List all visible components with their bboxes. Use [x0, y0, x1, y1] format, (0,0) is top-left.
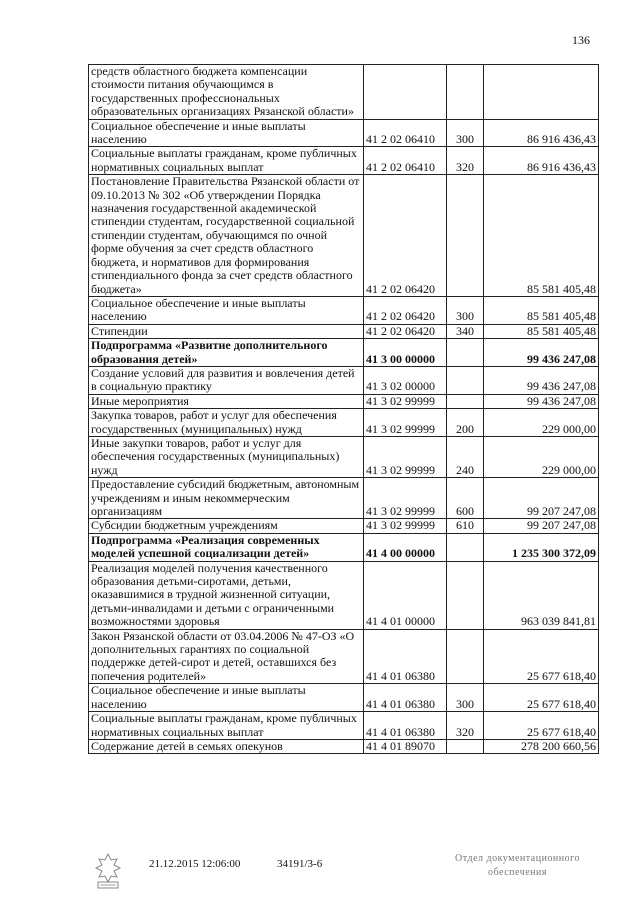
row-code-cell: 41 3 02 99999	[364, 478, 447, 519]
row-code-cell: 41 4 01 06380	[364, 684, 447, 712]
row-code-cell: 41 4 01 06380	[364, 629, 447, 684]
row-type-cell: 300	[447, 119, 484, 147]
row-name-cell: Создание условий для развития и вовлечения детей в социальную практику	[89, 366, 364, 394]
row-sum-cell: 86 916 436,43	[484, 119, 599, 147]
row-name-cell: Иные мероприятия	[89, 394, 364, 408]
row-code-cell: 41 4 01 89070	[364, 739, 447, 753]
row-type-cell: 320	[447, 712, 484, 740]
row-sum-cell: 99 207 247,08	[484, 519, 599, 533]
row-sum-cell: 229 000,00	[484, 436, 599, 477]
row-name-cell: Стипендии	[89, 324, 364, 338]
row-code-cell: 41 2 02 06420	[364, 296, 447, 324]
table-row	[89, 629, 599, 684]
table-row	[89, 366, 599, 394]
row-name-cell: Закон Рязанской области от 03.04.2006 № 47-ОЗ «О дополнительных гарантиях по социальной поддержке детей-сирот и детей, оставшихся без попечения родителей»	[89, 629, 364, 684]
row-name-cell: Социальные выплаты гражданам, кроме публичных нормативных социальных выплат	[89, 147, 364, 175]
row-type-cell	[447, 339, 484, 367]
row-code-cell: 41 3 02 99999	[364, 519, 447, 533]
row-type-cell	[447, 366, 484, 394]
row-name-cell: Постановление Правительства Рязанской области от 09.10.2013 № 302 «Об утверждении Порядка назначения государственной академической стипендии студентам, государственной социальной стипендии студентам, обучающимся по очной форме обучения за счет средств областного бюджета, и нормативов для формирования стипендиального фонда за счет средств областного бюджета»	[89, 175, 364, 297]
table-row	[89, 119, 599, 147]
row-name-cell: Социальные выплаты гражданам, кроме публичных нормативных социальных выплат	[89, 712, 364, 740]
row-code-cell: 41 3 02 99999	[364, 394, 447, 408]
row-code-cell: 41 4 01 00000	[364, 561, 447, 629]
row-code-cell: 41 4 01 06380	[364, 712, 447, 740]
row-type-cell: 610	[447, 519, 484, 533]
row-sum-cell: 86 916 436,43	[484, 147, 599, 175]
row-type-cell	[447, 561, 484, 629]
row-type-cell: 300	[447, 684, 484, 712]
row-name-cell: Реализация моделей получения качественного образования детьми-сиротами, детьми, оказавшимися в трудной жизненной ситуации, детьми-инвалидами и детьми с ограниченными возможностями здоровья	[89, 561, 364, 629]
table-row	[89, 436, 599, 477]
row-code-cell: 41 3 02 99999	[364, 436, 447, 477]
row-sum-cell: 99 436 247,08	[484, 339, 599, 367]
row-code-cell: 41 2 02 06410	[364, 147, 447, 175]
row-name-cell: Содержание детей в семьях опекунов	[89, 739, 364, 753]
row-sum-cell: 85 581 405,48	[484, 296, 599, 324]
row-type-cell	[447, 175, 484, 297]
budget-table	[88, 64, 599, 754]
registry-stamp	[445, 852, 590, 880]
row-sum-cell: 963 039 841,81	[484, 561, 599, 629]
table-row	[89, 394, 599, 408]
row-name-cell: Закупка товаров, работ и услуг для обеспечения государственных (муниципальных) нужд	[89, 409, 364, 437]
table-row	[89, 561, 599, 629]
table-row	[89, 712, 599, 740]
row-sum-cell: 278 200 660,56	[484, 739, 599, 753]
row-name-cell: Предоставление субсидий бюджетным, автономным учреждениям и иным некоммерческим организациям	[89, 478, 364, 519]
table-row	[89, 739, 599, 753]
stamp-line-2: обеспечения	[488, 867, 547, 878]
table-row	[89, 478, 599, 519]
row-sum-cell: 25 677 618,40	[484, 684, 599, 712]
row-sum-cell: 99 207 247,08	[484, 478, 599, 519]
row-code-cell: 41 2 02 06410	[364, 119, 447, 147]
row-name-cell: Субсидии бюджетным учреждениям	[89, 519, 364, 533]
row-type-cell	[447, 65, 484, 120]
budget-table-body	[89, 65, 599, 754]
row-code-cell: 41 3 02 99999	[364, 409, 447, 437]
row-sum-cell: 99 436 247,08	[484, 366, 599, 394]
row-name-cell: Социальное обеспечение и иные выплаты населению	[89, 296, 364, 324]
row-type-cell: 240	[447, 436, 484, 477]
row-type-cell: 320	[447, 147, 484, 175]
row-code-cell: 41 2 02 06420	[364, 175, 447, 297]
stamp-line-1: Отдел документационного	[455, 853, 580, 864]
footer-doc-number: 34191/3-6	[277, 858, 323, 870]
row-sum-cell: 229 000,00	[484, 409, 599, 437]
row-type-cell: 200	[447, 409, 484, 437]
row-name-cell: Подпрограмма «Реализация современных моделей успешной социализации детей»	[89, 533, 364, 561]
row-code-cell: 41 4 00 00000	[364, 533, 447, 561]
row-type-cell: 300	[447, 296, 484, 324]
row-sum-cell: 85 581 405,48	[484, 324, 599, 338]
row-type-cell: 340	[447, 324, 484, 338]
row-type-cell	[447, 629, 484, 684]
row-sum-cell: 99 436 247,08	[484, 394, 599, 408]
table-row	[89, 147, 599, 175]
row-name-cell: Иные закупки товаров, работ и услуг для обеспечения государственных (муниципальных) нужд	[89, 436, 364, 477]
row-code-cell: 41 3 02 00000	[364, 366, 447, 394]
table-row	[89, 65, 599, 120]
row-type-cell: 600	[447, 478, 484, 519]
row-name-cell: Подпрограмма «Развитие дополнительного образования детей»	[89, 339, 364, 367]
row-code-cell: 41 3 00 00000	[364, 339, 447, 367]
coat-of-arms-icon	[90, 851, 126, 891]
row-code-cell: 41 2 02 06420	[364, 324, 447, 338]
row-name-cell: средств областного бюджета компенсации стоимости питания обучающимся в государственных профессиональных образовательных организациях Рязанской области»	[89, 65, 364, 120]
row-sum-cell: 25 677 618,40	[484, 629, 599, 684]
table-row	[89, 339, 599, 367]
table-row	[89, 324, 599, 338]
row-name-cell: Социальное обеспечение и иные выплаты населению	[89, 684, 364, 712]
table-row	[89, 296, 599, 324]
table-row	[89, 533, 599, 561]
row-code-cell	[364, 65, 447, 120]
table-row	[89, 684, 599, 712]
table-row	[89, 409, 599, 437]
row-sum-cell: 85 581 405,48	[484, 175, 599, 297]
table-row	[89, 175, 599, 297]
row-sum-cell: 25 677 618,40	[484, 712, 599, 740]
row-type-cell	[447, 533, 484, 561]
row-type-cell	[447, 739, 484, 753]
page-number: 136	[572, 33, 590, 47]
row-type-cell	[447, 394, 484, 408]
row-sum-cell	[484, 65, 599, 120]
footer-datetime: 21.12.2015 12:06:00	[149, 858, 241, 870]
table-row	[89, 519, 599, 533]
row-name-cell: Социальное обеспечение и иные выплаты населению	[89, 119, 364, 147]
row-sum-cell: 1 235 300 372,09	[484, 533, 599, 561]
